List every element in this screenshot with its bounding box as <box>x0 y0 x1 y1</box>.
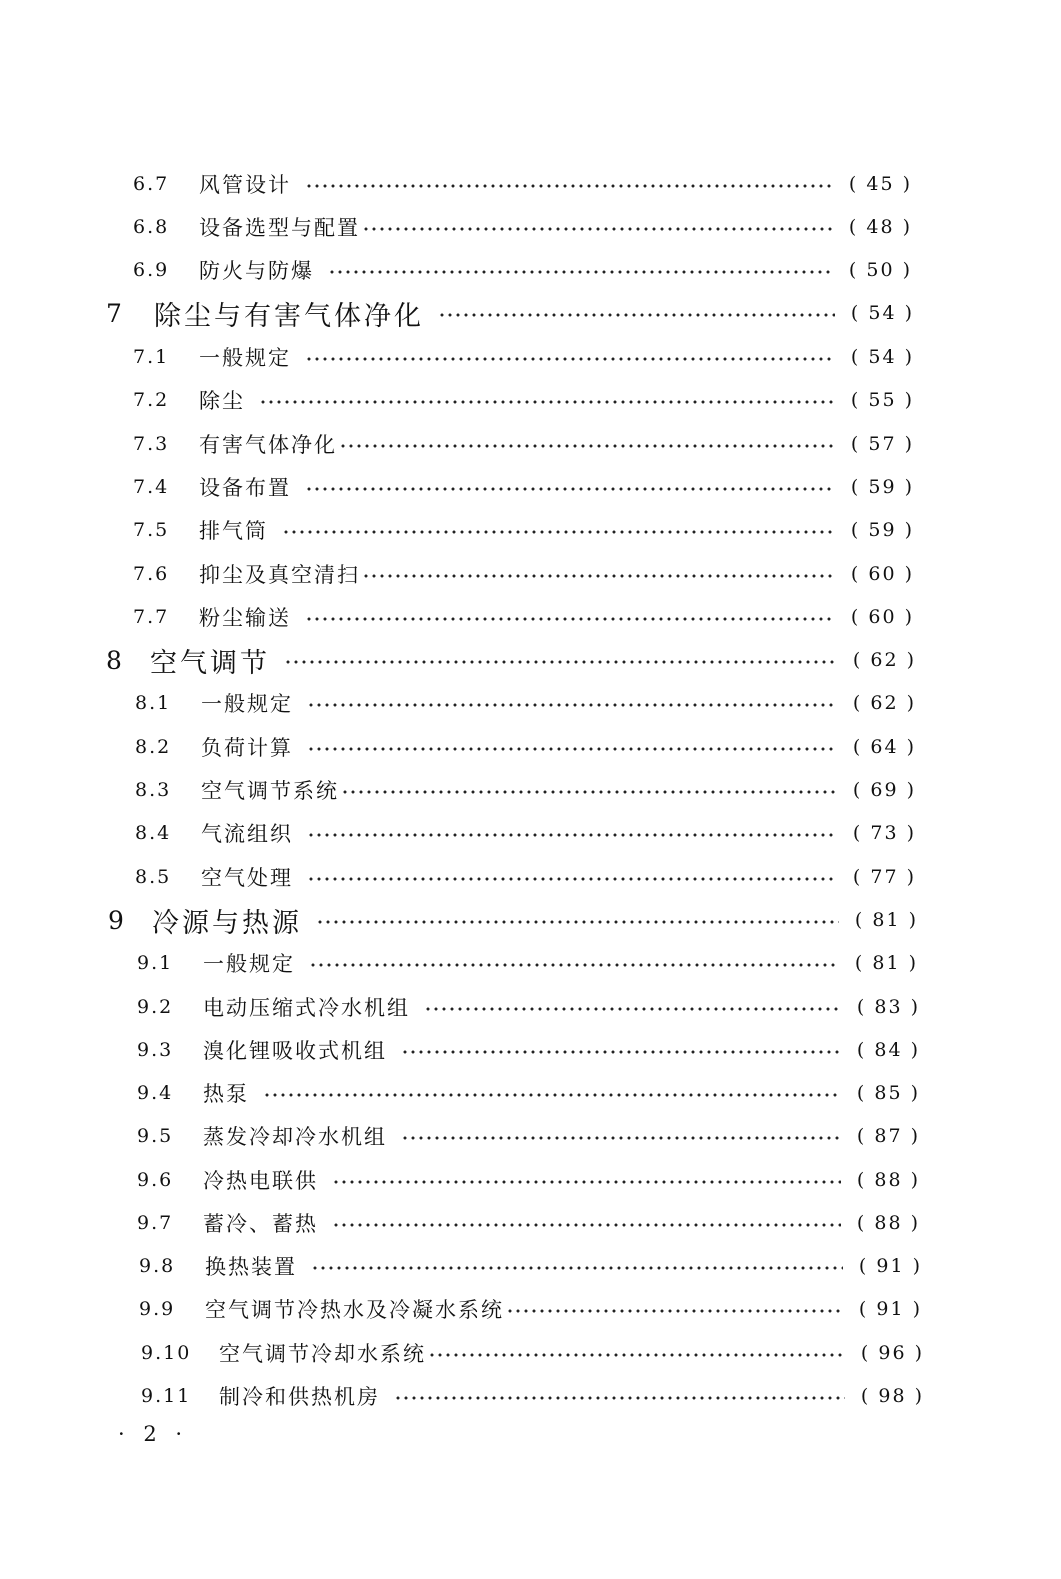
leader-dots <box>394 1396 845 1400</box>
page-number: · 2 · <box>118 1422 189 1446</box>
entry-number: 9.8 <box>139 1255 176 1277</box>
toc-entry <box>137 1160 920 1200</box>
entry-title: 负荷计算 <box>201 736 293 760</box>
toc-entry <box>133 164 912 204</box>
toc-entry <box>139 1289 922 1329</box>
entry-title: 制冷和供热机房 <box>219 1385 380 1409</box>
entry-number: 7.7 <box>133 606 170 628</box>
entry-page: ( 85 ) <box>856 1082 920 1104</box>
toc-entry <box>135 683 916 723</box>
entry-page: ( 60 ) <box>850 606 914 628</box>
entry-title: 空气调节冷热水及冷凝水系统 <box>205 1298 504 1322</box>
entry-page: ( 59 ) <box>850 519 914 541</box>
entry-title: 空气调节系统 <box>201 779 339 803</box>
toc-entry <box>133 467 914 507</box>
toc-entry <box>137 1030 920 1070</box>
entry-page: ( 96 ) <box>860 1342 924 1364</box>
chapter-title: 空气调节 <box>150 647 270 679</box>
entry-number: 9.1 <box>137 952 174 974</box>
entry-number: 7.6 <box>133 563 170 585</box>
entry-number: 6.7 <box>133 173 170 195</box>
entry-title: 风管设计 <box>199 173 291 197</box>
entry-page: ( 48 ) <box>848 216 912 238</box>
entry-title: 热泵 <box>203 1082 249 1106</box>
entry-number: 8.4 <box>135 822 172 844</box>
leader-dots <box>305 617 835 621</box>
leader-dots <box>305 357 835 361</box>
leader-dots <box>424 1007 841 1011</box>
entry-page: ( 77 ) <box>852 866 916 888</box>
entry-page: ( 81 ) <box>854 952 918 974</box>
toc-entry <box>133 380 914 420</box>
entry-number: 8.3 <box>135 779 172 801</box>
toc-entry <box>137 943 918 983</box>
entry-page: ( 60 ) <box>850 563 914 585</box>
entry-title: 设备选型与配置 <box>199 216 360 240</box>
leader-dots <box>307 877 837 881</box>
entry-number: 9.5 <box>137 1125 174 1147</box>
entry-title: 空气调节冷却水系统 <box>219 1342 426 1366</box>
entry-title: 防火与防爆 <box>199 259 314 283</box>
leader-dots <box>307 703 837 707</box>
entry-page: ( 81 ) <box>854 909 918 931</box>
entry-number: 8.2 <box>135 736 172 758</box>
entry-page: ( 50 ) <box>848 259 912 281</box>
leader-dots <box>332 1180 841 1184</box>
leader-dots <box>328 270 833 274</box>
leader-dots <box>263 1093 841 1097</box>
toc-entry <box>135 857 916 897</box>
entry-number: 9.11 <box>141 1385 192 1407</box>
entry-number: 9.2 <box>137 996 174 1018</box>
chapter-title: 冷源与热源 <box>152 907 302 939</box>
entry-title: 设备布置 <box>199 476 291 500</box>
entry-page: ( 98 ) <box>860 1385 924 1407</box>
entry-title: 换热装置 <box>205 1255 297 1279</box>
entry-page: ( 88 ) <box>856 1212 920 1234</box>
entry-title: 电动压缩式冷水机组 <box>203 996 410 1020</box>
chapter-title: 除尘与有害气体净化 <box>154 300 424 332</box>
leader-dots <box>259 400 835 404</box>
entry-title: 一般规定 <box>201 692 293 716</box>
entry-number: 7.2 <box>133 389 170 411</box>
entry-page: ( 54 ) <box>850 302 914 324</box>
entry-page: ( 88 ) <box>856 1169 920 1191</box>
chapter-number: 7 <box>106 298 124 328</box>
entry-title: 一般规定 <box>203 952 295 976</box>
entry-page: ( 45 ) <box>848 173 912 195</box>
leader-dots <box>311 1266 843 1270</box>
entry-number: 7.3 <box>133 433 170 455</box>
leader-dots <box>362 227 833 231</box>
entry-page: ( 87 ) <box>856 1125 920 1147</box>
entry-page: ( 83 ) <box>856 996 920 1018</box>
entry-title: 抑尘及真空清扫 <box>199 563 360 587</box>
leader-dots <box>339 444 835 448</box>
entry-title: 溴化锂吸收式机组 <box>203 1039 387 1063</box>
entry-number: 9.3 <box>137 1039 174 1061</box>
leader-dots <box>305 487 835 491</box>
entry-page: ( 91 ) <box>858 1255 922 1277</box>
leader-dots <box>307 833 837 837</box>
entry-title: 粉尘输送 <box>199 606 291 630</box>
entry-number: 6.8 <box>133 216 170 238</box>
entry-title: 空气处理 <box>201 866 293 890</box>
toc-entry <box>137 1203 920 1243</box>
toc-entry <box>133 250 912 290</box>
chapter-number: 9 <box>108 905 126 935</box>
entry-number: 9.9 <box>139 1298 176 1320</box>
entry-number: 7.5 <box>133 519 170 541</box>
entry-page: ( 54 ) <box>850 346 914 368</box>
toc-entry <box>135 727 916 767</box>
toc-entry <box>133 597 914 637</box>
leader-dots <box>362 574 835 578</box>
toc-chapter-entry <box>108 900 918 940</box>
leader-dots <box>284 660 837 664</box>
entry-title: 一般规定 <box>199 346 291 370</box>
leader-dots <box>428 1353 845 1357</box>
toc-chapter-entry <box>106 293 914 333</box>
entry-number: 8.5 <box>135 866 172 888</box>
entry-number: 9.7 <box>137 1212 174 1234</box>
toc-entry <box>139 1246 922 1286</box>
entry-page: ( 57 ) <box>850 433 914 455</box>
toc-entry <box>137 987 920 1027</box>
leader-dots <box>506 1309 843 1313</box>
entry-number: 8.1 <box>135 692 172 714</box>
leader-dots <box>401 1136 841 1140</box>
leader-dots <box>282 530 835 534</box>
toc-entry <box>141 1333 924 1373</box>
entry-page: ( 91 ) <box>858 1298 922 1320</box>
entry-title: 排气筒 <box>199 519 268 543</box>
entry-number: 7.4 <box>133 476 170 498</box>
entry-page: ( 69 ) <box>852 779 916 801</box>
leader-dots <box>309 963 839 967</box>
entry-page: ( 73 ) <box>852 822 916 844</box>
entry-page: ( 59 ) <box>850 476 914 498</box>
entry-page: ( 84 ) <box>856 1039 920 1061</box>
entry-number: 9.6 <box>137 1169 174 1191</box>
entry-title: 蒸发冷却冷水机组 <box>203 1125 387 1149</box>
entry-number: 9.4 <box>137 1082 174 1104</box>
entry-title: 除尘 <box>199 389 245 413</box>
toc-entry <box>133 337 914 377</box>
leader-dots <box>401 1050 841 1054</box>
entry-title: 有害气体净化 <box>199 433 337 457</box>
toc-chapter-entry <box>106 640 916 680</box>
entry-number: 7.1 <box>133 346 170 368</box>
leader-dots <box>316 920 839 924</box>
toc-entry <box>133 554 914 594</box>
entry-number: 9.10 <box>141 1342 192 1364</box>
leader-dots <box>307 747 837 751</box>
toc-entry <box>133 510 914 550</box>
toc-entry <box>135 770 916 810</box>
toc-entry <box>137 1073 920 1113</box>
entry-page: ( 62 ) <box>852 692 916 714</box>
entry-number: 6.9 <box>133 259 170 281</box>
toc-entry <box>141 1376 924 1416</box>
leader-dots <box>438 313 835 317</box>
leader-dots <box>332 1223 841 1227</box>
entry-title: 蓄冷、蓄热 <box>203 1212 318 1236</box>
leader-dots <box>341 790 837 794</box>
toc-entry <box>133 424 914 464</box>
toc-entry <box>133 207 912 247</box>
entry-page: ( 64 ) <box>852 736 916 758</box>
entry-page: ( 62 ) <box>852 649 916 671</box>
chapter-number: 8 <box>106 645 124 675</box>
entry-title: 气流组织 <box>201 822 293 846</box>
toc-entry <box>135 813 916 853</box>
leader-dots <box>305 184 833 188</box>
entry-title: 冷热电联供 <box>203 1169 318 1193</box>
toc-entry <box>137 1116 920 1156</box>
entry-page: ( 55 ) <box>850 389 914 411</box>
